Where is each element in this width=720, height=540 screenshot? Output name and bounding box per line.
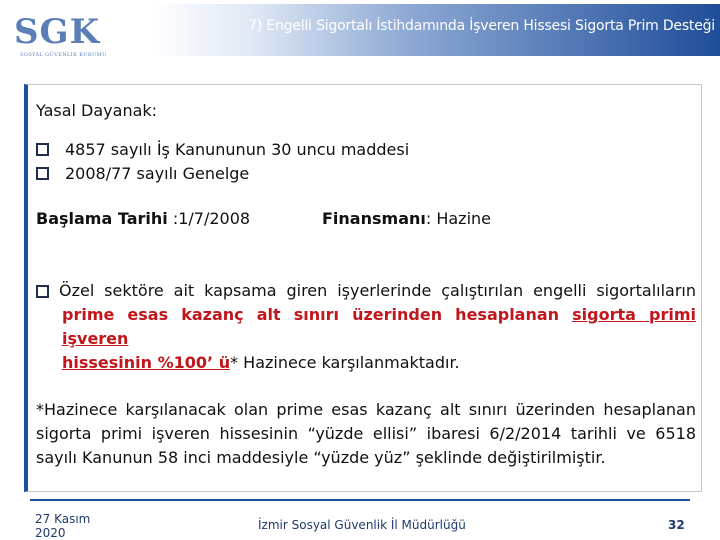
footer-date-line-2: 2020 <box>35 526 66 540</box>
description-tail: * Hazinece karşılanmaktadır. <box>230 353 460 372</box>
slide-header <box>0 0 720 60</box>
footer-divider <box>30 499 690 501</box>
description-line-1: Özel sektöre ait kapsama giren işyerlerinde çalıştırılan engelli sigortalıların <box>59 281 696 300</box>
checkbox-bullet-icon <box>36 167 49 180</box>
list-item <box>36 161 696 185</box>
footer-date <box>35 512 90 540</box>
financing <box>322 209 491 228</box>
highlight-text-3: hissesinin %100’ ü <box>62 353 231 372</box>
description-line-2 <box>36 303 696 351</box>
financing-value: : Hazine <box>425 209 491 228</box>
legal-basis-list <box>36 137 696 185</box>
legal-basis-heading: Yasal Dayanak: <box>36 101 158 120</box>
footer-organization: İzmir Sosyal Güvenlik İl Müdürlüğü <box>258 518 466 532</box>
financing-label: Finansmanı <box>322 209 426 228</box>
list-item <box>36 137 696 161</box>
description-paragraph <box>36 279 696 375</box>
checkbox-bullet-icon <box>36 285 49 298</box>
highlight-text-1: prime esas kazanç alt sınırı üzerinden hesaplanan <box>62 305 573 324</box>
content-box <box>24 84 702 492</box>
start-date-value: :1/7/2008 <box>167 209 251 228</box>
logo-text: SGK <box>14 12 101 52</box>
list-item-text: 4857 sayılı İş Kanununun 30 uncu maddesi <box>65 139 410 159</box>
checkbox-bullet-icon <box>36 143 49 156</box>
page-number: 32 <box>668 518 685 532</box>
list-item-text: 2008/77 sayılı Genelge <box>65 163 250 183</box>
description-first-line <box>36 279 696 303</box>
sgk-logo <box>4 6 124 58</box>
start-date-label: Başlama Tarihi <box>36 209 168 228</box>
slide-title: 7) Engelli Sigortalı İstihdamında İşveren Hissesi Sigorta Prim Desteği <box>248 18 715 34</box>
highlight-text-2: sigorta primi işveren <box>62 305 696 348</box>
description-line-3 <box>36 351 696 375</box>
start-date <box>36 209 250 228</box>
footnote-paragraph: *Hazinece karşılanacak olan prime esas kazanç alt sınırı üzerinden hesaplanan sigorta primi işveren hissesinin “yüzde ellisi” ibaresi 6/2/2014 tarihli ve 6518 sayılı Kanunun 58 inci maddesiyle “yüzde yüz” şeklinde değiştirilmiştir. <box>36 400 696 467</box>
logo-caption: SOSYAL GÜVENLİK KURUMU <box>20 52 107 58</box>
footer-date-line-1: 27 Kasım <box>35 512 91 526</box>
